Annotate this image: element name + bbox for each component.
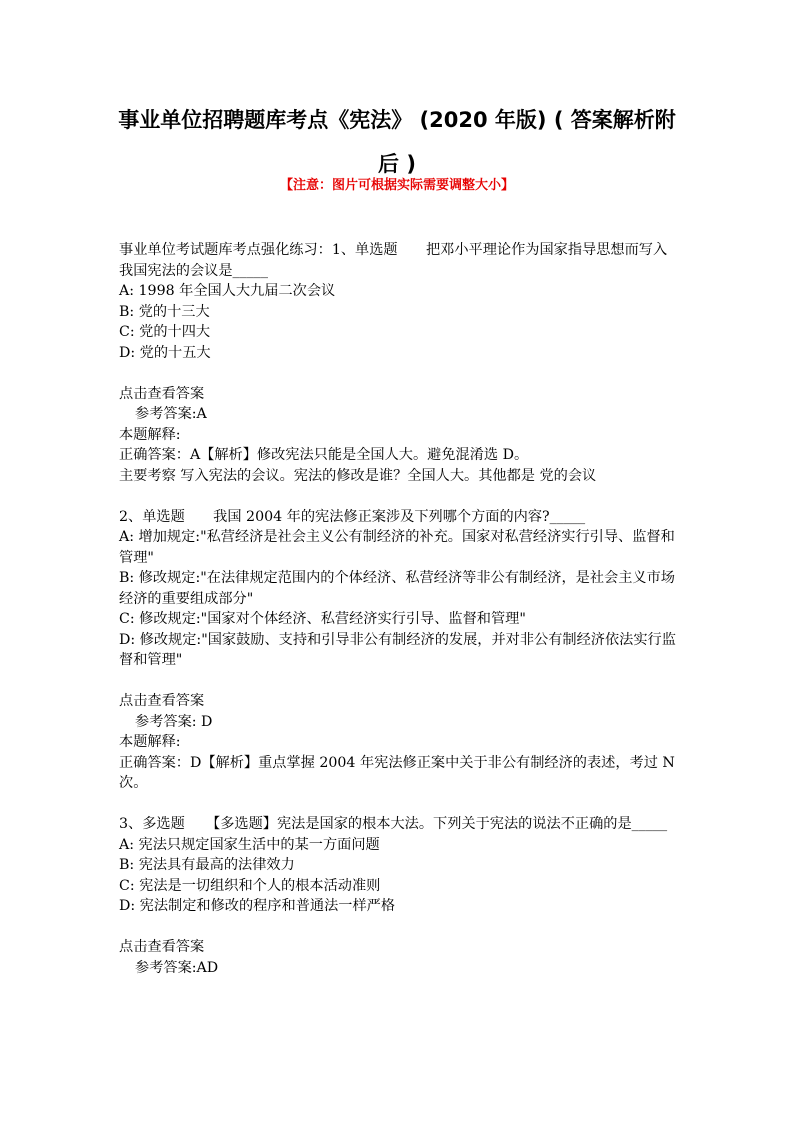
explanation-text: 主要考察 写入宪法的会议。宪法的修改是谁？全国人大。其他都是 党的会议	[119, 467, 597, 484]
show-answer-link[interactable]: 点击查看答案	[119, 693, 205, 709]
option-c: C: 修改规定:"国家对个体经济、私营经济实行引导、监督和管理"	[119, 611, 526, 627]
show-answer-link[interactable]: 点击查看答案	[119, 385, 205, 402]
option-c: C: 宪法是一切组织和个人的根本活动准则	[119, 877, 381, 894]
explanation-label: 本题解释:	[119, 426, 181, 443]
show-answer-link[interactable]: 点击查看答案	[119, 939, 205, 955]
document-title: 事业单位招聘题库考点《宪法》 (2020 年版) ( 答案解析附后 )	[118, 108, 676, 176]
question-block	[119, 240, 679, 486]
option-b: B: 修改规定:"在法律规定范围内的个体经济、私营经济等非公有制经济，是社会主义市场经济的重要组成部分"	[119, 570, 675, 607]
reference-answer: 参考答案:AD	[135, 959, 219, 976]
reference-answer: 参考答案:A	[135, 406, 207, 422]
option-d: D: 宪法制定和修改的程序和普通法一样严格	[119, 898, 396, 914]
question-block	[119, 814, 679, 978]
option-a: A: 1998 年全国人大九届二次会议	[119, 283, 336, 299]
option-d: D: 党的十五大	[119, 344, 211, 361]
option-b: B: 党的十三大	[119, 303, 210, 320]
explanation-text: 正确答案：D【解析】重点掌握 2004 年宪法修正案中关于非公有制经济的表述，考过 N 次。	[119, 754, 680, 791]
question-stem: 3、多选题 【多选题】宪法是国家的根本大法。下列关于宪法的说法不正确的是_____	[119, 816, 668, 832]
option-d: D: 修改规定:"国家鼓励、支持和引导非公有制经济的发展，并对非公有制经济依法实行监督和管理"	[119, 631, 676, 668]
question-stem: 2、单选题 我国 2004 年的宪法修正案涉及下列哪个方面的内容?_____	[119, 508, 586, 525]
question-stem: 事业单位考试题库考点强化练习：1、单选题 把邓小平理论作为国家指导思想而写入我国宪法的会议是_____	[119, 242, 668, 279]
option-a: A: 宪法只规定国家生活中的某一方面问题	[119, 836, 380, 853]
question-list	[119, 240, 679, 978]
option-a: A: 增加规定:"私营经济是社会主义公有制经济的补充。国家对私营经济实行引导、监督和管理"	[119, 529, 675, 566]
option-b: B: 宪法具有最高的法律效力	[119, 857, 295, 873]
resize-notice: 【注意：图片可根据实际需要调整大小】	[279, 178, 514, 193]
explanation-label: 本题解释:	[119, 734, 181, 750]
question-block	[119, 507, 679, 794]
explanation-text: 正确答案：A【解析】修改宪法只能是全国人大。避免混淆选 D。	[119, 447, 529, 463]
reference-answer: 参考答案: D	[135, 713, 213, 730]
option-c: C: 党的十四大	[119, 324, 211, 340]
